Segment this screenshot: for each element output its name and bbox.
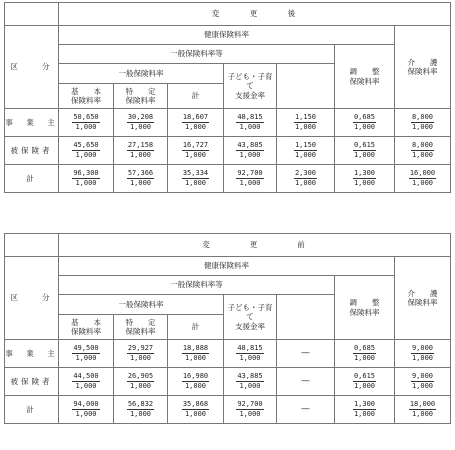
- tokutei-label-1: 特 定: [125, 86, 156, 96]
- rate-fraction: [236, 142, 263, 159]
- denominator: 1,000: [184, 381, 207, 390]
- rate-fraction: [236, 373, 263, 390]
- denominator: 1,000: [239, 178, 261, 187]
- corner-cell: [5, 234, 59, 257]
- kodomo-header: [224, 64, 277, 109]
- denominator: 1,000: [239, 409, 261, 418]
- numerator: 48,815: [237, 112, 263, 121]
- rate-fraction: [72, 373, 99, 390]
- chosei-label-2: 保険料率: [349, 76, 380, 86]
- rate-cell: [395, 396, 451, 424]
- tokutei-label-2: 保険料率: [125, 327, 156, 336]
- denominator: 1,000: [353, 353, 376, 362]
- kodomo-header: [224, 295, 277, 340]
- rate-fraction: [72, 345, 99, 362]
- numerator: 96,300: [73, 168, 99, 177]
- table-row: [5, 368, 451, 396]
- tokutei-header: [114, 315, 168, 340]
- rate-fraction: [294, 114, 317, 131]
- rate-cell: [224, 109, 277, 137]
- tokutei-label-2: 保険料率: [125, 96, 156, 105]
- table-row: [5, 137, 451, 165]
- chosei-label-2: 保険料率: [349, 307, 380, 317]
- denominator: 1,000: [239, 353, 261, 362]
- rate-cell: [224, 368, 277, 396]
- table-body: [5, 109, 451, 193]
- not-applicable-dash: —: [301, 347, 310, 358]
- numerator: 44,500: [73, 371, 99, 380]
- numerator: 26,905: [127, 371, 154, 380]
- rate-fraction: [294, 170, 317, 187]
- rate-cell: [277, 340, 335, 368]
- denominator: 1,000: [353, 178, 376, 187]
- table-row: [5, 396, 451, 424]
- rate-cell: [335, 109, 395, 137]
- denominator: 1,000: [129, 150, 152, 159]
- kei-header: 計: [168, 84, 224, 109]
- numerator: 18,888: [182, 343, 209, 352]
- rate-cell: [335, 137, 395, 165]
- kaigo-label-1: 介 護: [407, 288, 438, 298]
- rate-fraction: [182, 142, 209, 159]
- rate-fraction: [236, 170, 263, 187]
- rate-fraction: [236, 345, 263, 362]
- ippan-header: 一般保険料率: [59, 295, 224, 315]
- denominator: 1,000: [75, 353, 97, 362]
- not-applicable-dash: —: [301, 403, 310, 414]
- rate-cell: [335, 340, 395, 368]
- kubun-header: 区 分: [5, 26, 59, 109]
- numerator: 35,868: [182, 399, 209, 408]
- denominator: 1,000: [353, 381, 376, 390]
- rate-cell: [277, 137, 335, 165]
- denominator: 1,000: [411, 381, 434, 390]
- table-row: [5, 109, 451, 137]
- chosei-label-1: 調 整: [349, 298, 380, 308]
- rate-fraction: [182, 373, 209, 390]
- rate-cell: [224, 340, 277, 368]
- rate-fraction: [182, 114, 209, 131]
- denominator: 1,000: [353, 150, 376, 159]
- numerator: 43,885: [237, 371, 263, 380]
- row-label: 事 業 主: [5, 340, 59, 368]
- rate-cell: [114, 109, 168, 137]
- rate-cell: [168, 137, 224, 165]
- rate-fraction: [353, 114, 376, 131]
- rate-fraction: [409, 401, 436, 418]
- numerator: 16,980: [182, 371, 209, 380]
- corner-cell: [5, 3, 59, 26]
- rate-cell: [277, 368, 335, 396]
- rate-fraction: [182, 170, 209, 187]
- rate-fraction: [72, 142, 99, 159]
- denominator: 1,000: [184, 122, 207, 131]
- kaigo-header: [395, 257, 451, 340]
- rate-cell: [168, 340, 224, 368]
- numerator: 43,885: [237, 140, 263, 149]
- denominator: 1,000: [75, 178, 97, 187]
- kihon-label-2: 保険料率: [71, 327, 101, 336]
- numerator: 8,000: [411, 112, 434, 121]
- rate-fraction: [353, 373, 376, 390]
- numerator: 0,615: [353, 140, 376, 149]
- chosei-label-1: 調 整: [349, 67, 380, 77]
- row-label: 事 業 主: [5, 109, 59, 137]
- rate-cell: [168, 165, 224, 193]
- denominator: 1,000: [75, 409, 97, 418]
- denominator: 1,000: [239, 381, 261, 390]
- numerator: 45,650: [73, 140, 99, 149]
- table-row: [5, 340, 451, 368]
- denominator: 1,000: [353, 409, 376, 418]
- numerator: 94,000: [73, 399, 99, 408]
- numerator: 1,150: [294, 112, 317, 121]
- rate-cell: [335, 396, 395, 424]
- kenko-header: 健康保険料率: [59, 26, 395, 45]
- numerator: 2,300: [294, 168, 317, 177]
- denominator: 1,000: [294, 150, 317, 159]
- rate-cell: [59, 396, 114, 424]
- rate-fraction: [353, 142, 376, 159]
- chosei-header: [335, 45, 395, 109]
- denominator: 1,000: [411, 122, 434, 131]
- numerator: 18,000: [409, 399, 436, 408]
- chosei-header: [335, 276, 395, 340]
- numerator: 1,300: [353, 399, 376, 408]
- numerator: 0,685: [353, 343, 376, 352]
- denominator: 1,000: [411, 178, 434, 187]
- table-row: [5, 165, 451, 193]
- rate-fraction: [72, 114, 99, 131]
- rate-cell: [224, 165, 277, 193]
- numerator: 9,000: [411, 371, 434, 380]
- rate-cell: [59, 109, 114, 137]
- rate-cell: [277, 109, 335, 137]
- rate-cell: [168, 396, 224, 424]
- kaigo-label-2: 保険料率: [407, 298, 438, 307]
- rate-fraction: [127, 401, 154, 418]
- rate-fraction: [182, 345, 209, 362]
- denominator: 1,000: [184, 409, 207, 418]
- numerator: 27,158: [127, 140, 154, 149]
- denominator: 1,000: [184, 353, 207, 362]
- numerator: 16,727: [182, 140, 209, 149]
- row-label: 計: [5, 396, 59, 424]
- rate-cell: [114, 340, 168, 368]
- rate-table-after: [4, 2, 451, 193]
- rate-fraction: [294, 142, 317, 159]
- denominator: 1,000: [411, 150, 434, 159]
- numerator: 16,000: [409, 168, 436, 177]
- rate-cell: [395, 137, 451, 165]
- numerator: 57,366: [127, 168, 154, 177]
- numerator: 49,500: [73, 343, 99, 352]
- denominator: 1,000: [129, 178, 152, 187]
- rate-cell: [59, 368, 114, 396]
- table-title: 変 更 後: [59, 3, 451, 26]
- rate-cell: [395, 368, 451, 396]
- rate-fraction: [411, 114, 434, 131]
- not-applicable-dash: —: [301, 375, 310, 386]
- kaigo-label-1: 介 護: [407, 57, 438, 67]
- denominator: 1,000: [75, 122, 97, 131]
- denominator: 1,000: [239, 150, 261, 159]
- numerator: 1,150: [294, 140, 317, 149]
- numerator: 0,685: [353, 112, 376, 121]
- rate-fraction: [127, 345, 154, 362]
- rate-cell: [168, 109, 224, 137]
- kaigo-label-2: 保険料率: [407, 67, 438, 76]
- kihon-label-1: 基 本: [71, 317, 101, 327]
- numerator: 29,927: [127, 343, 154, 352]
- rate-fraction: [353, 345, 376, 362]
- rate-cell: [395, 165, 451, 193]
- numerator: 9,000: [411, 343, 434, 352]
- rate-fraction: [411, 142, 434, 159]
- rate-cell: [114, 396, 168, 424]
- tokutei-label-1: 特 定: [125, 317, 156, 327]
- rate-fraction: [127, 114, 154, 131]
- row-label: 被保険者: [5, 137, 59, 165]
- kodomo-label-1: 子ども・子育て: [227, 71, 273, 91]
- kodomo-label-2: 支援金率: [235, 321, 265, 331]
- rate-table-before: [4, 233, 451, 424]
- denominator: 1,000: [411, 353, 434, 362]
- rate-cell: [335, 368, 395, 396]
- rate-cell: [114, 137, 168, 165]
- rate-cell: [395, 109, 451, 137]
- denominator: 1,000: [129, 409, 152, 418]
- kubun-header: 区 分: [5, 257, 59, 340]
- rate-fraction: [127, 142, 154, 159]
- rate-cell: [277, 396, 335, 424]
- rate-fraction: [72, 170, 99, 187]
- denominator: 1,000: [411, 409, 434, 418]
- kodomo-label-1: 子ども・子育て: [227, 302, 273, 322]
- numerator: 30,208: [127, 112, 154, 121]
- numerator: 8,000: [411, 140, 434, 149]
- kodomo-label-2: 支援金率: [235, 90, 265, 100]
- numerator: 50,650: [73, 112, 99, 121]
- rate-cell: [59, 137, 114, 165]
- kihon-header: [59, 315, 114, 340]
- rate-fraction: [127, 373, 154, 390]
- ippan-tou-header: 一般保険料率等: [59, 276, 335, 295]
- kei-header: 計: [168, 315, 224, 340]
- denominator: 1,000: [129, 353, 152, 362]
- rate-cell: [277, 165, 335, 193]
- rate-cell: [224, 396, 277, 424]
- row-label: 被保険者: [5, 368, 59, 396]
- rate-cell: [114, 368, 168, 396]
- denominator: 1,000: [239, 122, 261, 131]
- rate-fraction: [411, 345, 434, 362]
- denominator: 1,000: [294, 178, 317, 187]
- rate-cell: [59, 340, 114, 368]
- rate-fraction: [411, 373, 434, 390]
- rate-fraction: [182, 401, 209, 418]
- rate-cell: [224, 137, 277, 165]
- rate-fraction: [353, 401, 376, 418]
- rate-cell: [114, 165, 168, 193]
- ippan-header: 一般保険料率: [59, 64, 224, 84]
- table-body: [5, 340, 451, 424]
- rate-fraction: [236, 114, 263, 131]
- denominator: 1,000: [129, 381, 152, 390]
- denominator: 1,000: [353, 122, 376, 131]
- numerator: 56,832: [127, 399, 154, 408]
- numerator: 18,607: [182, 112, 209, 121]
- rate-fraction: [409, 170, 436, 187]
- numerator: 35,334: [182, 168, 209, 177]
- denominator: 1,000: [129, 122, 152, 131]
- row-label: 計: [5, 165, 59, 193]
- numerator: 92,700: [237, 168, 263, 177]
- kihon-label-1: 基 本: [71, 86, 101, 96]
- numerator: 1,300: [353, 168, 376, 177]
- rate-cell: [335, 165, 395, 193]
- denominator: 1,000: [294, 122, 317, 131]
- kihon-header: [59, 84, 114, 109]
- rate-cell: [59, 165, 114, 193]
- ippan-tou-header: 一般保険料率等: [59, 45, 335, 64]
- rate-fraction: [353, 170, 376, 187]
- denominator: 1,000: [75, 150, 97, 159]
- numerator: 48,815: [237, 343, 263, 352]
- denominator: 1,000: [184, 150, 207, 159]
- rate-cell: [168, 368, 224, 396]
- tokutei-header: [114, 84, 168, 109]
- rate-fraction: [236, 401, 263, 418]
- numerator: 92,700: [237, 399, 263, 408]
- rate-fraction: [127, 170, 154, 187]
- rate-fraction: [72, 401, 99, 418]
- kihon-label-2: 保険料率: [71, 96, 101, 105]
- rate-cell: [395, 340, 451, 368]
- kenko-header: 健康保険料率: [59, 257, 395, 276]
- numerator: 0,615: [353, 371, 376, 380]
- denominator: 1,000: [184, 178, 207, 187]
- denominator: 1,000: [75, 381, 97, 390]
- table-title: 変 更 前: [59, 234, 451, 257]
- kaigo-header: [395, 26, 451, 109]
